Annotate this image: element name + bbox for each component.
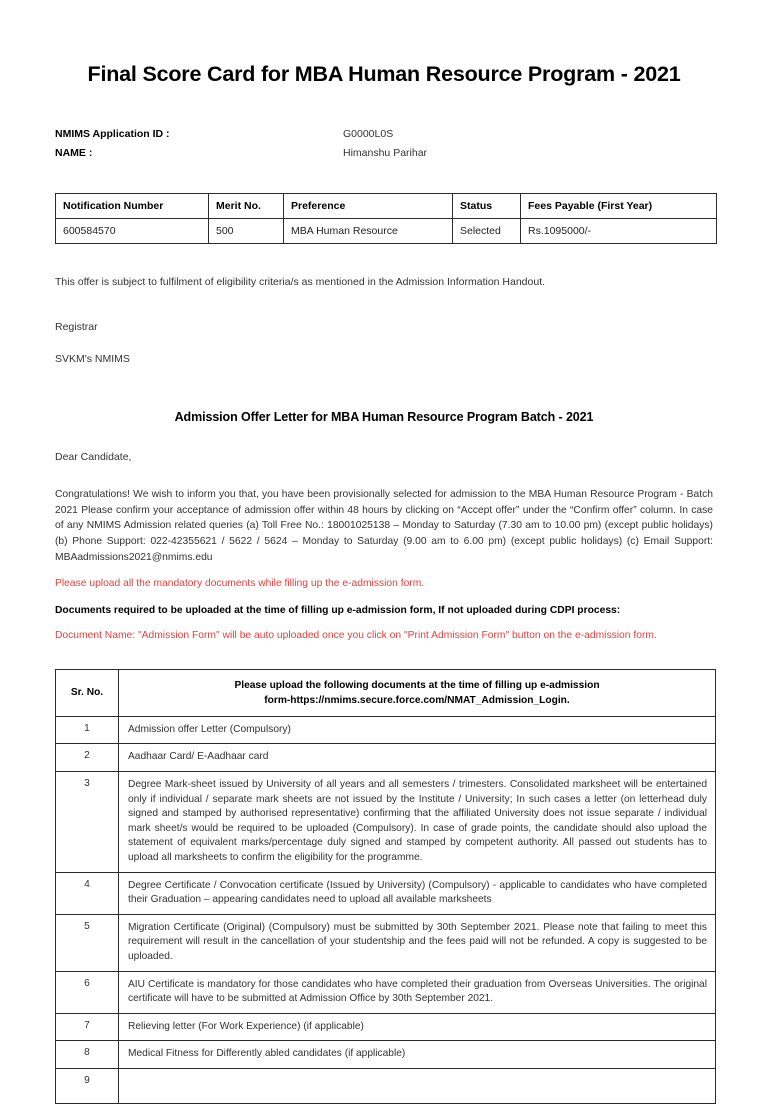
auto-upload-note: Document Name: "Admission Form" will be auto uploaded once you click on "Print Admission Form" button on the e-admission form. [55,629,657,641]
score-table-container [55,193,713,244]
column-header-sr-no: Sr. No. [56,669,119,716]
cell-sr-no: 1 [56,716,119,744]
upload-warning-text: Please upload all the mandatory documents while filling up the e-admission form. [55,577,425,589]
table-row [56,971,716,1013]
documents-upload-table [55,669,716,1104]
offer-letter-heading: Admission Offer Letter for MBA Human Resource Program Batch - 2021 [174,410,594,425]
cell-document-description: AIU Certificate is mandatory for those candidates who have completed their graduation from Overseas Universities. The original certificate will have to be submitted at Admission Office by 30th September 2021. [119,971,716,1013]
column-header-fees-payable: Fees Payable (First Year) [521,193,717,218]
cell-document-description: Relieving letter (For Work Experience) (if applicable) [119,1013,716,1041]
documents-table-container [55,669,713,1104]
documents-required-heading: Documents required to be uploaded at the time of filling up e-admission form, If not uploaded during CDPI process: [55,604,621,616]
name-label: NAME : [55,146,93,159]
table-row [56,716,716,744]
table-row [56,218,717,243]
table-row [56,914,716,971]
cell-sr-no: 2 [56,744,119,772]
cell-sr-no: 3 [56,772,119,873]
cell-document-description: Migration Certificate (Original) (Compulsory) must be submitted by 30th September 2021. Please note that failing to meet this requirement will result in the cancellation of your studentship and the fees paid will not be refunded. A copy is suggested to be uploaded. [119,914,716,971]
cell-sr-no: 6 [56,971,119,1013]
score-card-table [55,193,717,244]
applicant-info-block [55,125,713,163]
table-row [56,1041,716,1069]
column-header-documents [119,669,716,716]
table-header-row [56,193,717,218]
cell-status: Selected [453,218,521,243]
column-header-merit-no: Merit No. [209,193,284,218]
cell-document-description [119,1068,716,1103]
cell-notification-number: 600584570 [56,218,209,243]
cell-sr-no: 9 [56,1068,119,1103]
cell-sr-no: 5 [56,914,119,971]
cell-document-description: Admission offer Letter (Compulsory) [119,716,716,744]
documents-header-line-1: Please upload the following documents at the time of filling up e-admission [234,679,600,691]
signature-organisation: SVKM's NMIMS [55,353,130,366]
applicant-info-row [55,144,713,163]
cell-merit-no: 500 [209,218,284,243]
table-row [56,1013,716,1041]
name-value: Himanshu Parihar [343,146,428,159]
cell-document-description: Degree Certificate / Convocation certificate (Issued by University) (Compulsory) - applicable to candidates who have completed their Graduation – appearing candidates need to upload all available marksheets [119,872,716,914]
application-id-label: NMIMS Application ID : [55,127,170,140]
applicant-info-row [55,125,713,144]
eligibility-note: This offer is subject to fulfilment of eligibility criteria/s as mentioned in the Admission Information Handout. [55,275,546,288]
documents-header-line-2: form-https://nmims.secure.force.com/NMAT_Admission_Login. [264,694,570,706]
signature-designation: Registrar [55,320,98,333]
salutation: Dear Candidate, [55,451,132,464]
cell-document-description: Degree Mark-sheet issued by University of all years and all semesters / trimesters. Consolidated marksheet will be entertained only if individual / separate mark sheets are not issued by the Institute / University; In such cases a letter (on letterhead duly signed and stamped by authorised representative) confirming that the affiliated University does not issue separate / individual mark sheet/s would be required to be uploaded (Compulsory). In case of grade points, the candidate should also upload the statement of equivalent marks/percentage duly signed and stamped by competent authority. All passed out students has to upload all marksheets to confirm the eligibility for the programme. [119,772,716,873]
table-row [56,772,716,873]
column-header-preference: Preference [284,193,453,218]
table-row [56,744,716,772]
table-row [56,872,716,914]
column-header-status: Status [453,193,521,218]
page-title: Final Score Card for MBA Human Resource Program - 2021 [87,62,681,86]
application-id-value: G0000L0S [343,127,394,140]
column-header-notification-number: Notification Number [56,193,209,218]
cell-sr-no: 4 [56,872,119,914]
offer-letter-body: Congratulations! We wish to inform you that, you have been provisionally selected for admission to the MBA Human Resource Program - Batch 2021 Please confirm your acceptance of admission offer within 48 hours by clicking on “Accept offer” under the “Confirm offer” column. In case of any NMIMS Admission related queries (a) Toll Free No.: 18001025138 – Monday to Saturday (7.30 am to 10.00 pm) (except public holidays) (b) Phone Support: 022-42355621 / 5622 / 5624 – Monday to Saturday (9.00 am to 6.00 pm) (except public holidays) (c) Email Support: MBAadmissions2021@nmims.edu [55,489,713,563]
cell-document-description: Aadhaar Card/ E-Aadhaar card [119,744,716,772]
cell-sr-no: 8 [56,1041,119,1069]
cell-fees-payable: Rs.1095000/- [521,218,717,243]
cell-preference: MBA Human Resource [284,218,453,243]
cell-document-description: Medical Fitness for Differently abled candidates (if applicable) [119,1041,716,1069]
cell-sr-no: 7 [56,1013,119,1041]
table-row [56,1068,716,1103]
table-header-row [56,669,716,716]
